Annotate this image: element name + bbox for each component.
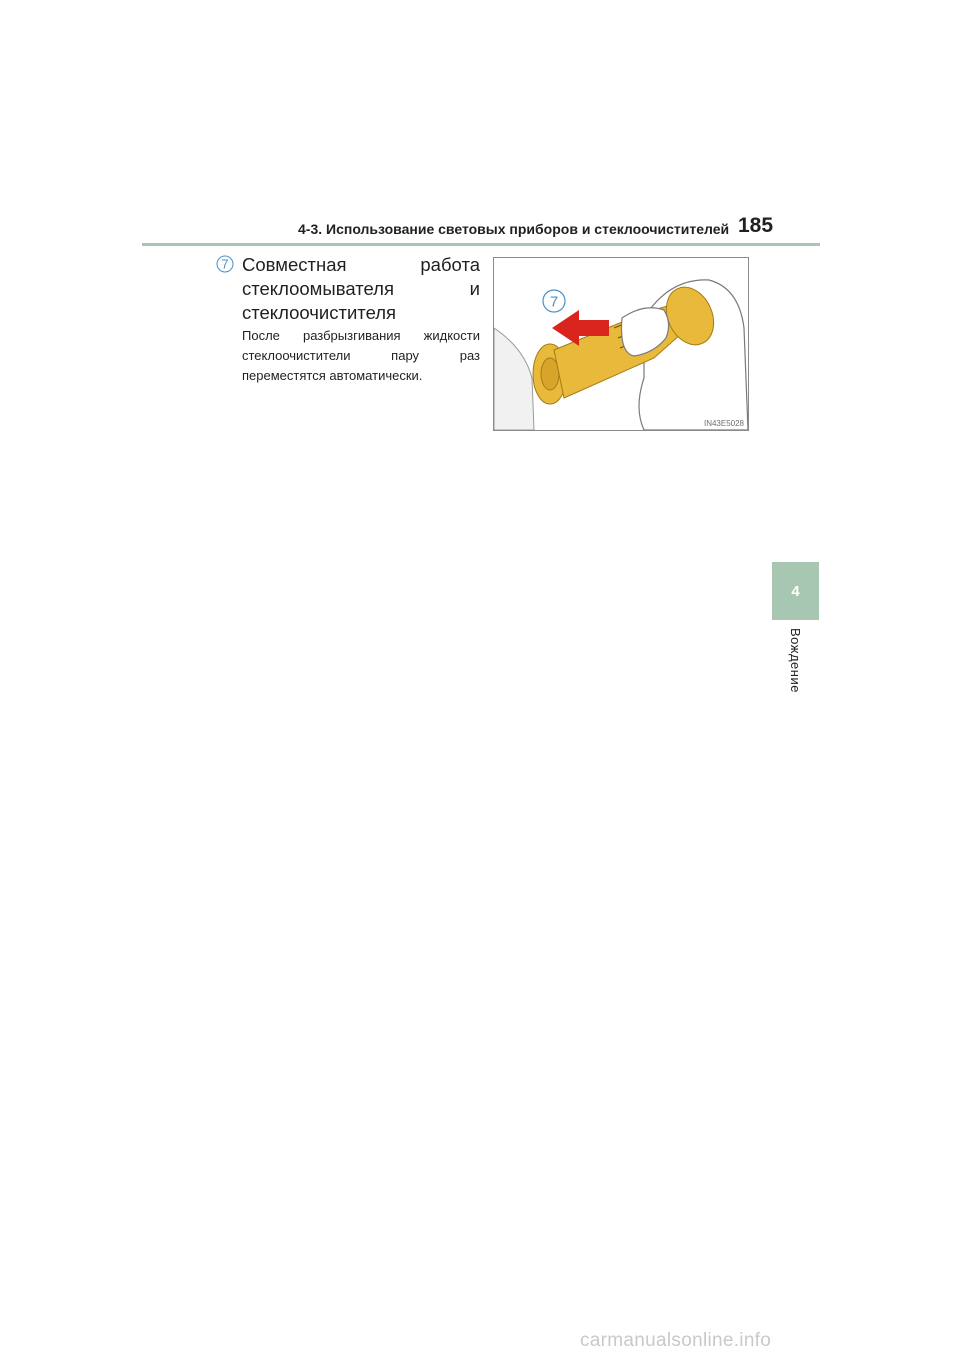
illustration-code: IN43E5028 bbox=[703, 419, 744, 428]
header-divider bbox=[142, 243, 820, 246]
step-number-icon bbox=[216, 255, 234, 273]
chapter-label bbox=[772, 628, 819, 698]
watermark: carmanualsonline.info bbox=[580, 1330, 772, 1351]
step-number: 7 bbox=[221, 256, 229, 272]
item-heading bbox=[242, 253, 480, 325]
chapter-label-text: Вождение bbox=[788, 628, 803, 693]
section-title: 4-3. Использование световых приборов и стеклоочистителей bbox=[298, 221, 730, 237]
wiper-lever-illustration bbox=[493, 257, 749, 431]
steering-column-shape bbox=[494, 328, 534, 430]
description-line: После разбрызгивания жидкости bbox=[242, 328, 480, 343]
item-description bbox=[242, 326, 480, 386]
wiper-lever-drawing bbox=[494, 258, 748, 430]
description-line: стеклоочистители пару раз bbox=[242, 348, 480, 363]
chapter-tab[interactable] bbox=[772, 562, 819, 620]
description-line: переместятся автоматически. bbox=[242, 368, 423, 383]
heading-line: Совместная работа bbox=[242, 254, 480, 275]
callout-number: 7 bbox=[549, 293, 559, 311]
heading-line: стеклоочистителя bbox=[242, 302, 397, 323]
page-number: 185 bbox=[738, 214, 774, 237]
chapter-number: 4 bbox=[791, 582, 800, 600]
heading-line: стеклоомывателя и bbox=[242, 278, 480, 299]
